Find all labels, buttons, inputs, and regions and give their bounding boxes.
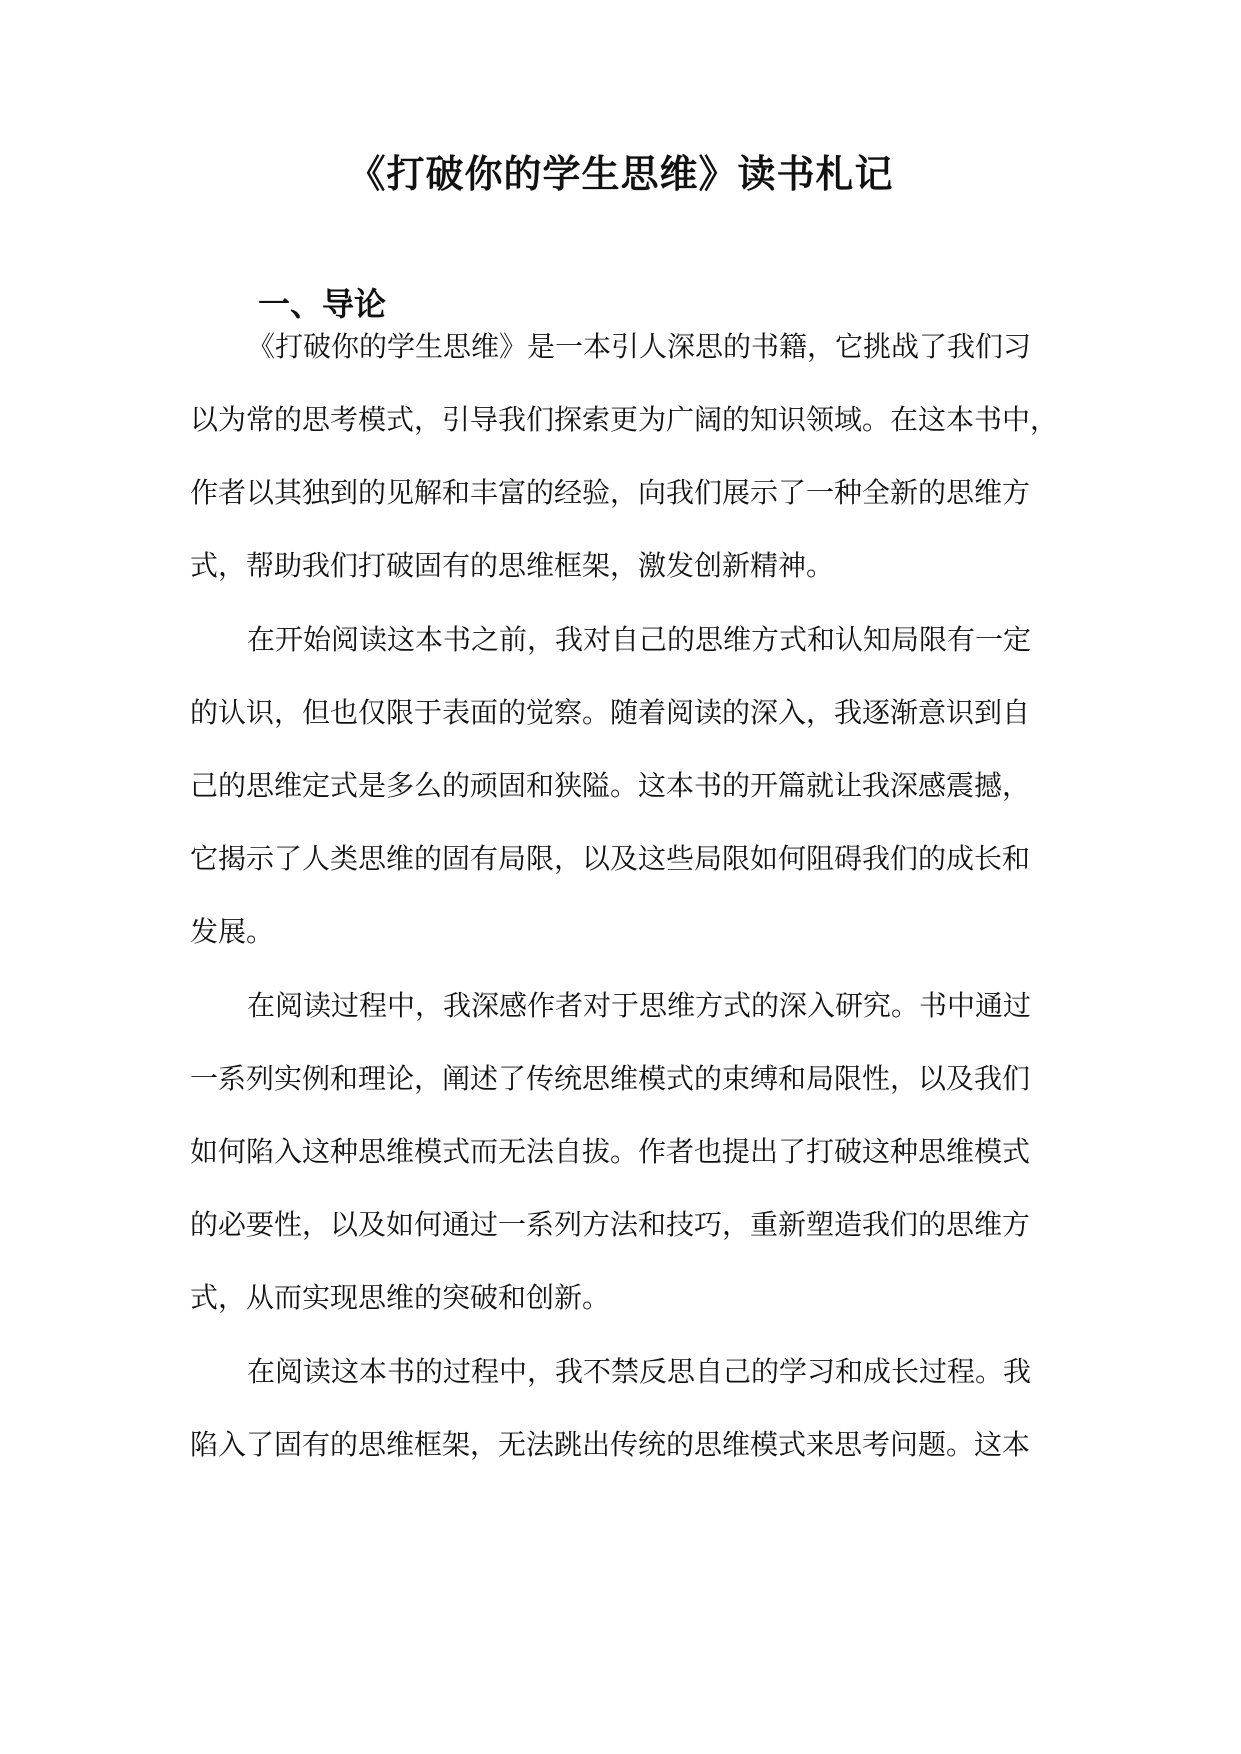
paragraph-4-line-1: 在阅读这本书的过程中，我不禁反思自己的学习和成长过程。我 <box>247 1355 1032 1388</box>
paragraph-1-line-4: 式，帮助我们打破固有的思维框架，激发创新精神。 <box>190 549 835 582</box>
paragraph-3-line-4: 的必要性，以及如何通过一系列方法和技巧，重新塑造我们的思维方 <box>190 1208 1031 1241</box>
paragraph-3-line-2: 一系列实例和理论，阐述了传统思维模式的束缚和局限性，以及我们 <box>190 1062 1031 1095</box>
paragraph-1-line-3: 作者以其独到的见解和丰富的经验，向我们展示了一种全新的思维方 <box>190 476 1031 509</box>
paragraph-3-line-5: 式，从而实现思维的突破和创新。 <box>190 1281 611 1314</box>
page-title: 《打破你的学生思维》读书札记 <box>347 151 894 196</box>
paragraph-3-line-3: 如何陷入这种思维模式而无法自拔。作者也提出了打破这种思维模式 <box>190 1135 1031 1168</box>
paragraph-2-line-5: 发展。 <box>190 915 275 948</box>
section-heading: 一、导论 <box>258 285 387 323</box>
paragraph-2-line-3: 己的思维定式是多么的顽固和狭隘。这本书的开篇就让我深感震撼， <box>190 769 1031 802</box>
paragraph-2-line-2: 的认识，但也仅限于表面的觉察。随着阅读的深入，我逐渐意识到自 <box>190 696 1031 729</box>
paragraph-4-line-2: 陷入了固有的思维框架，无法跳出传统的思维模式来思考问题。这本 <box>190 1428 1031 1461</box>
paragraph-1-line-2: 以为常的思考模式，引导我们探索更为广阔的知识领域。在这本书中， <box>190 403 1059 436</box>
paragraph-3-line-1: 在阅读过程中，我深感作者对于思维方式的深入研究。书中通过 <box>247 989 1032 1022</box>
paragraph-2-line-4: 它揭示了人类思维的固有局限，以及这些局限如何阻碍我们的成长和 <box>190 842 1031 875</box>
paragraph-2-line-1: 在开始阅读这本书之前，我对自己的思维方式和认知局限有一定 <box>247 623 1032 656</box>
paragraph-1-line-1: 《打破你的学生思维》是一本引人深思的书籍，它挑战了我们习 <box>247 330 1032 363</box>
